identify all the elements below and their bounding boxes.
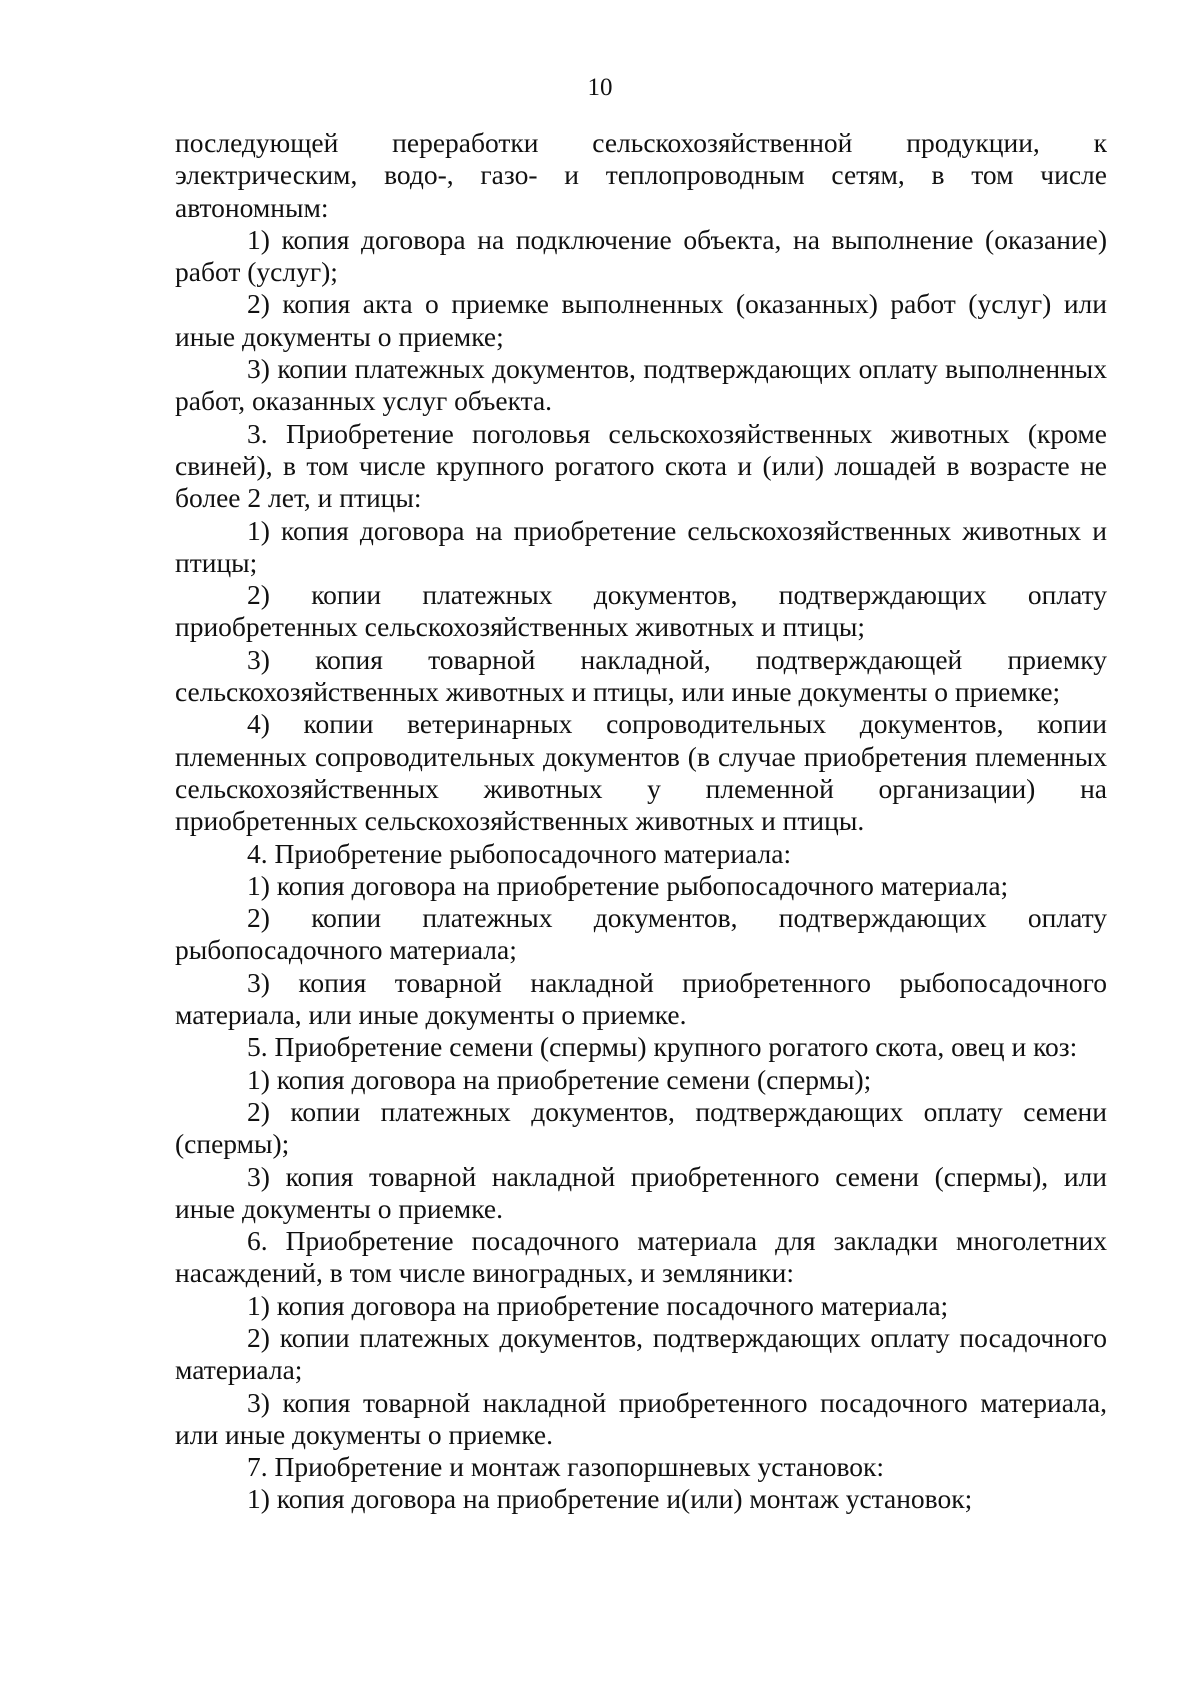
paragraph-item: 3) копии платежных документов, подтверждающих оплату выполненных работ, оказанных услуг объекта. <box>175 353 1107 417</box>
paragraph-item: 2) копии платежных документов, подтверждающих оплату посадочного материала; <box>175 1321 1107 1386</box>
paragraph-item: 1) копия договора на подключение объекта, на выполнение (оказание) работ (услуг); <box>175 223 1107 288</box>
paragraph-section-heading: 4. Приобретение рыбопосадочного материала: <box>247 837 792 869</box>
paragraph-item: 1) копия договора на приобретение рыбопосадочного материала; <box>247 869 1009 901</box>
paragraph-continuation: последующей переработки сельскохозяйственной продукции, к электрическим, водо-, газо- и теплопроводным сетям, в том числе автономным: <box>175 127 1107 223</box>
paragraph-section-heading: 3. Приобретение поголовья сельскохозяйственных животных (кроме свиней), в том числе крупного рогатого скота и (или) лошадей в возрасте не более 2 лет, и птицы: <box>175 417 1107 514</box>
paragraph-section-heading: 5. Приобретение семени (спермы) крупного рогатого скота, овец и коз: <box>247 1031 1078 1063</box>
paragraph-item: 3) копия товарной накладной, подтверждающей приемку сельскохозяйственных животных и птицы, или иные документы о приемке; <box>175 643 1107 708</box>
paragraph-item: 2) копии платежных документов, подтверждающих оплату семени (спермы); <box>175 1095 1107 1160</box>
document-body <box>175 127 1107 1516</box>
paragraph-section-heading: 6. Приобретение посадочного материала для закладки многолетних насаждений, в том числе виноградных, и земляники: <box>175 1225 1107 1289</box>
paragraph-item: 2) копии платежных документов, подтверждающих оплату приобретенных сельскохозяйственных животных и птицы; <box>175 579 1107 643</box>
paragraph-item: 3) копия товарной накладной приобретенного посадочного материала, или иные документы о приемке. <box>175 1386 1107 1450</box>
paragraph-item: 1) копия договора на приобретение семени (спермы); <box>247 1063 872 1095</box>
paragraph-item: 1) копия договора на приобретение посадочного материала; <box>247 1289 949 1321</box>
paragraph-item: 3) копия товарной накладной приобретенного рыбопосадочного материала, или иные документы о приемке. <box>175 966 1107 1031</box>
page-number: 10 <box>587 74 613 101</box>
paragraph-item: 4) копии ветеринарных сопроводительных документов, копии племенных сопроводительных документов (в случае приобретения племенных сельскохозяйственных животных у племенной организации) на приобретенных сельскохозяйственных животных и птицы. <box>175 708 1107 837</box>
paragraph-section-heading: 7. Приобретение и монтаж газопоршневых установок: <box>247 1451 885 1483</box>
paragraph-item: 1) копия договора на приобретение и(или) монтаж установок; <box>247 1483 973 1515</box>
paragraph-item: 2) копии платежных документов, подтверждающих оплату рыбопосадочного материала; <box>175 902 1107 966</box>
paragraph-item: 2) копия акта о приемке выполненных (оказанных) работ (услуг) или иные документы о приемке; <box>175 288 1107 352</box>
paragraph-item: 3) копия товарной накладной приобретенного семени (спермы), или иные документы о приемке. <box>175 1160 1107 1224</box>
paragraph-item: 1) копия договора на приобретение сельскохозяйственных животных и птицы; <box>175 514 1107 578</box>
